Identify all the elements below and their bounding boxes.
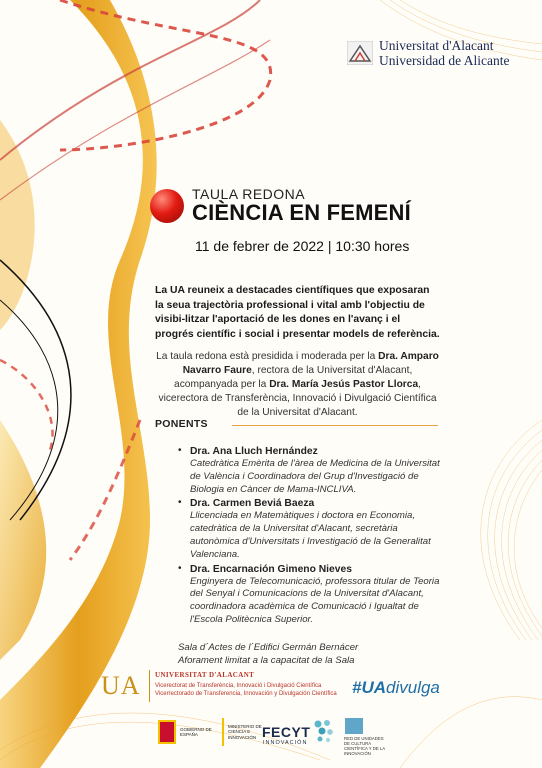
chair-text-1: La taula redona està presidida i moderada per la [156, 351, 379, 362]
university-emblem-icon [347, 41, 373, 65]
speaker-list [178, 445, 448, 628]
speaker-item [178, 445, 448, 496]
gobierno-text: GOBIERNO DE ESPAÑA [180, 726, 212, 737]
fecyt-logo: FECYT [262, 724, 311, 740]
ua-logo-separator [149, 670, 150, 702]
chair-text-3: , vicerectora de Transferència, Innovació i Divulgació Científica de la Universitat d'Alacant. [158, 379, 437, 418]
ponents-divider [232, 425, 438, 426]
speaker-name: • Dra. Encarnación Gimeno Nieves [190, 563, 352, 575]
hashtag-suffix: divulga [386, 678, 440, 697]
speaker-item [178, 563, 448, 627]
event-title: CIÈNCIA EN FEMENÍ [192, 200, 411, 225]
university-logo [347, 38, 509, 68]
ua-vicerectorat-es: Vicerrectorado de Transferencia, Innovación y Divulgación Científica [155, 691, 337, 697]
venue-room: Sala d´Actes de l´Edifici Germán Bernácer [178, 642, 359, 653]
hashtag-prefix: #UA [352, 678, 387, 697]
chair-text-2: , rectora de la Universitat d'Alacant, acompanyada per la [174, 365, 413, 390]
university-name-es: Universidad de Alicante [379, 53, 510, 68]
chair-name-vicerector: Dra. María Jesús Pastor Llorca [269, 379, 419, 390]
event-kicker: TAULA REDONA [192, 186, 306, 202]
ua-vicerectorat-ca: Vicerectorat de Transferència, Innovació i Divulgació Científica [155, 683, 322, 689]
red-sphere-icon [150, 189, 184, 223]
red-ucc-text: RED DE UNIDADES DE CULTURA CIENTÍFICA Y DE LA INNOVACIÓN [344, 736, 385, 756]
ua-logo: UA [101, 671, 141, 700]
event-date: 11 de febrer de 2022 | 10:30 hores [195, 238, 410, 254]
venue-info [178, 641, 358, 667]
speaker-name: • Dra. Carmen Beviá Baeza [190, 498, 315, 510]
gobierno-logo [158, 718, 266, 746]
venue-capacity: Aforament limitat a la capacitat de la Sala [178, 655, 355, 666]
speaker-item [178, 497, 448, 561]
fecyt-dots-icon [312, 718, 336, 744]
red-ucc-logo-icon [345, 718, 363, 734]
speaker-name: • Dra. Ana Lluch Hernández [190, 446, 318, 457]
chair-paragraph [155, 350, 440, 420]
speaker-description: Catedràtica Emèrita de l'àrea de Medicina de la Universitat de València i Coordinadora del Grup d'Investigació de Biologia en Càncer de Mama-INCLIVA. [190, 458, 440, 495]
gobierno-separator [222, 718, 224, 746]
spain-coat-of-arms-icon [158, 720, 176, 744]
intro-paragraph: La UA reuneix a destacades científiques que exposaran la seua trajectòria professional i vital amb l'objectiu de visibi-litzar l'aportació de les dones en l'avanç i el progrés científic i social i presentar models de referència. [155, 285, 440, 340]
ministerio-text: MINISTERIO DE CIENCIA E INNOVACIÓN [228, 723, 262, 740]
ponents-heading: PONENTS [155, 418, 208, 430]
chair-name-rector: Dra. Amparo Navarro Faure [182, 351, 439, 376]
speaker-description: Enginyera de Telecomunicació, professora titular de Teoria del Senyal i Comunicacions de la Universitat d'Alacant, coordinadora acadèmica de Comunicació i Igualtat de l'Escola Politècnica Superior. [190, 575, 440, 625]
fecyt-subtitle: INNOVACIÓN [263, 740, 308, 746]
university-name-ca: Universitat d'Alacant [379, 38, 494, 53]
speaker-description: Llicenciada en Matemàtiques i doctora en Economia, catedràtica de la Universitat d'Alacant, secretària autonòmica d'Universitats i Investigació de la Generalitat Valenciana. [190, 510, 431, 560]
hashtag [352, 678, 440, 698]
ua-name: UNIVERSITAT D'ALACANT [155, 671, 255, 679]
